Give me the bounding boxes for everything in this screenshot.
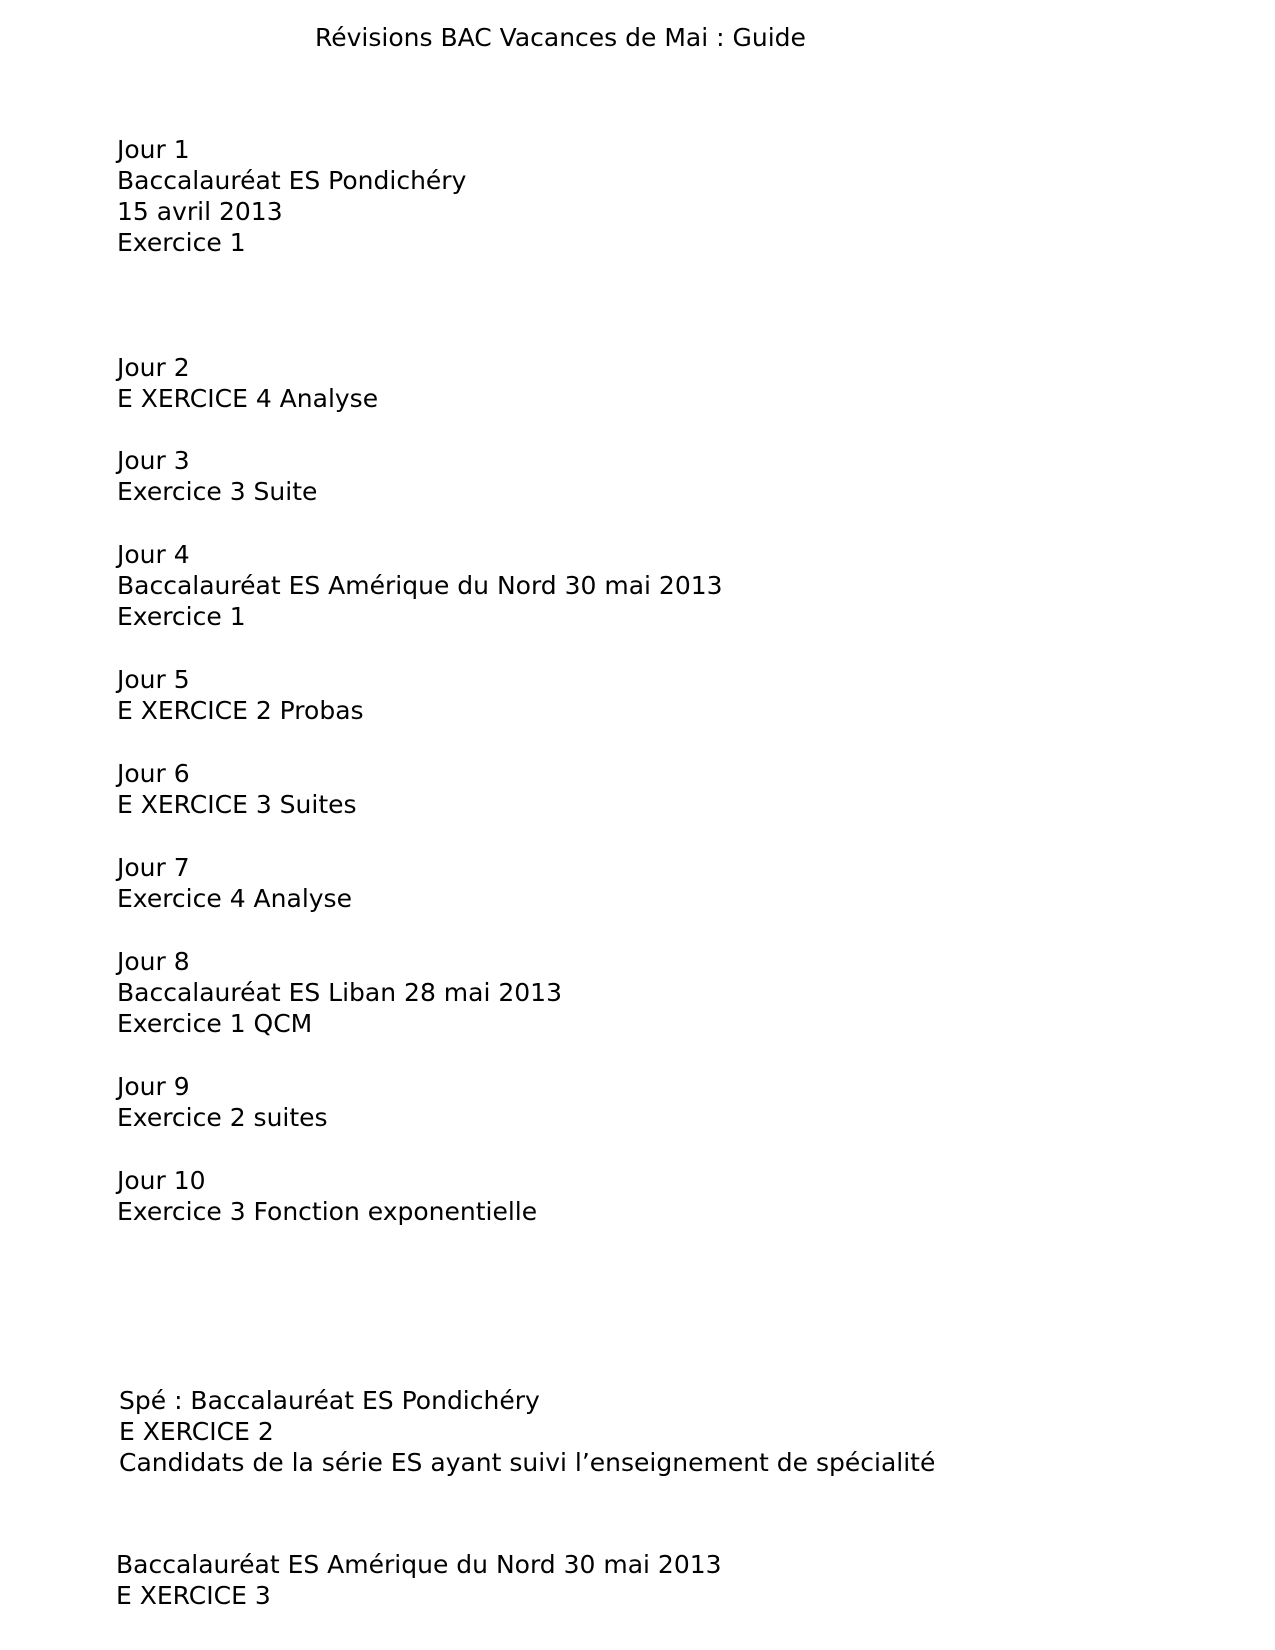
day-label: Jour 8 [117,947,190,976]
day-7-section [117,852,352,914]
specialite-line: Candidats de la série ES ayant suivi l’enseignement de spécialité [119,1448,936,1477]
day-line: Exercice 4 Analyse [117,884,352,913]
day-line: 15 avril 2013 [117,197,283,226]
day-line: Exercice 1 QCM [117,1009,313,1038]
day-line: Exercice 3 Fonction exponentielle [117,1197,538,1226]
day-label: Jour 2 [117,353,190,382]
day-label: Jour 10 [117,1166,206,1195]
day-line: Baccalauréat ES Pondichéry [117,166,467,195]
day-6-section [117,758,357,820]
amerique-section [116,1549,722,1611]
day-line: Exercice 2 suites [117,1103,328,1132]
day-line: Exercice 1 [117,602,246,631]
day-line: Baccalauréat ES Liban 28 mai 2013 [117,978,562,1007]
specialite-section [119,1385,935,1478]
day-4-section [117,539,723,632]
day-label: Jour 1 [117,135,190,164]
day-2-section [117,352,378,414]
day-label: Jour 5 [117,665,190,694]
day-label: Jour 4 [117,540,190,569]
specialite-line: Spé : Baccalauréat ES Pondichéry [119,1386,540,1415]
day-line: E XERCICE 2 Probas [117,696,364,725]
day-1-section [117,134,466,258]
day-8-section [117,946,562,1039]
day-line: Baccalauréat ES Amérique du Nord 30 mai 2013 [117,571,723,600]
day-label: Jour 6 [117,759,190,788]
day-5-section [117,664,364,726]
page-title: Révisions BAC Vacances de Mai : Guide [315,23,806,52]
day-line: Exercice 1 [117,228,246,257]
day-line: E XERCICE 3 Suites [117,790,357,819]
amerique-line: Baccalauréat ES Amérique du Nord 30 mai 2013 [116,1550,722,1579]
specialite-line: E XERCICE 2 [119,1417,274,1446]
day-9-section [117,1071,328,1133]
day-label: Jour 7 [117,853,190,882]
day-label: Jour 9 [117,1072,190,1101]
day-3-section [117,445,317,507]
day-10-section [117,1165,537,1227]
day-label: Jour 3 [117,446,190,475]
day-line: E XERCICE 4 Analyse [117,384,379,413]
amerique-line: E XERCICE 3 [116,1581,271,1610]
day-line: Exercice 3 Suite [117,477,318,506]
